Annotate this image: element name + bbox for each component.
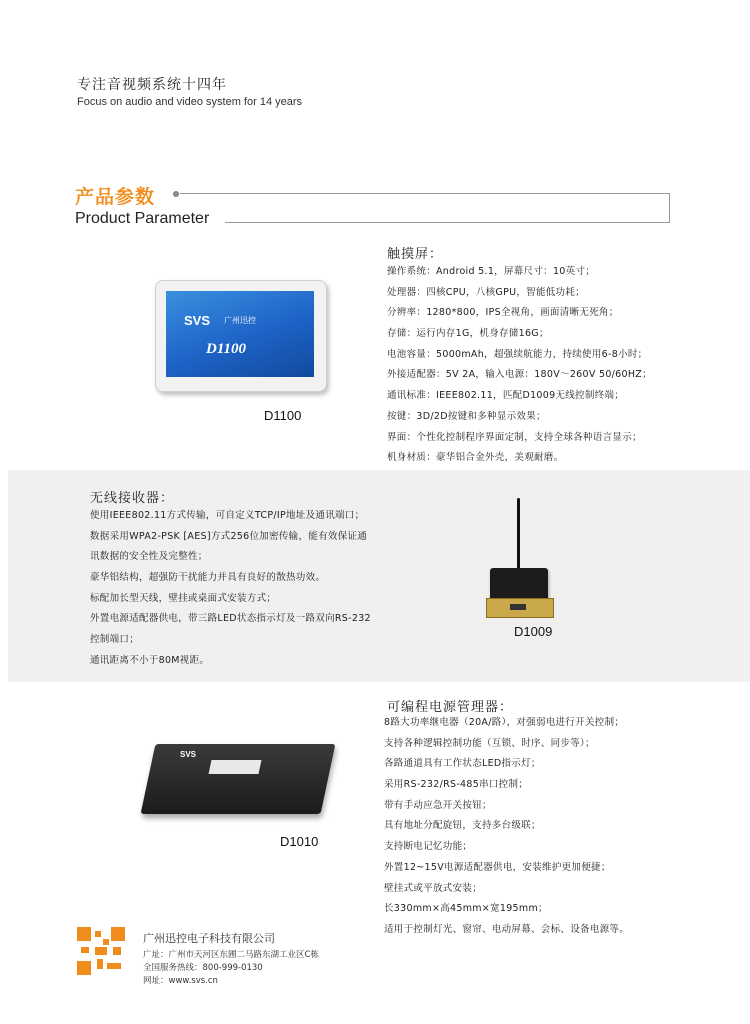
spec-item: 适用于控制灯光、窗帘、电动屏幕、会标、设备电源等。 (384, 923, 630, 935)
section-title-en: Product Parameter (75, 210, 210, 227)
spec-item: 带有手动应急开关按钮； (384, 799, 492, 811)
spec-item: 数据采用WPA2-PSK [AES]方式256位加密传输，能有效保证通 (90, 530, 368, 542)
section-divider-right (669, 193, 670, 223)
spec-item: 支持各种逻辑控制功能（互锁、时序、同步等）； (384, 737, 595, 749)
spec-item: 讯数据的安全性及完整性； (90, 551, 208, 563)
spec-item: 按键：3D/2D按键和多种显示效果； (387, 410, 546, 422)
antenna-icon (517, 498, 520, 570)
spec-item: 采用RS-232/RS-485串口控制； (384, 779, 529, 791)
spec-item: 标配加长型天线，壁挂或桌面式安装方式； (90, 592, 277, 604)
spec-item: 外置12~15V电源适配器供电，安装维护更加便捷； (384, 861, 611, 873)
spec-item: 使用IEEE802.11方式传输，可自定义TCP/IP地址及通讯端口； (90, 510, 365, 521)
spec-item: 外接适配器：5V 2A，输入电源：180V～260V 50/60HZ； (387, 369, 652, 381)
tagline-en: Focus on audio and video system for 14 years (77, 96, 303, 108)
receiver-port (510, 604, 526, 610)
spec-item: 通讯距离不小于80M视距。 (90, 654, 210, 666)
section-dot (173, 191, 179, 197)
spec-item: 界面：个性化控制程序界面定制，支持全球各种语言显示； (387, 431, 642, 443)
spec-item: 存储：运行内存1G，机身存储16G； (387, 328, 549, 340)
tablet-model-text: D1100 (206, 341, 247, 357)
spec-item: 电池容量：5000mAh，超强续航能力，持续使用6-8小时； (387, 348, 648, 360)
touchscreen-spec-list (387, 262, 652, 469)
service-hotline: 全国服务热线：800-999-0130 (143, 963, 263, 973)
spec-item: 外置电源适配器供电，带三路LED状态指示灯及一路双向RS-232 (90, 613, 371, 625)
power-manager-spec-list (384, 713, 629, 941)
company-name: 广州迅控电子科技有限公司 (143, 932, 275, 945)
company-address: 广址：广州市天河区东圃二马路东湖工业区C栋 (143, 950, 319, 960)
model-label-d1009: D1009 (514, 624, 553, 639)
company-website[interactable]: 网址：www.svs.cn (143, 976, 218, 986)
power-manager-logo: SVS (180, 750, 197, 759)
section-divider-bottom (225, 222, 670, 223)
spec-item: 各路通道具有工作状态LED指示灯； (384, 758, 541, 770)
spec-item: 豪华铝结构，超强防干扰能力并具有良好的散热功效。 (90, 572, 326, 584)
receiver-spec-list (90, 506, 371, 672)
spec-item: 8路大功率继电器（20A/路），对强弱电进行开关控制； (384, 717, 625, 728)
spec-item: 支持断电记忆功能； (384, 841, 473, 853)
section-divider (180, 193, 670, 194)
spec-item: 壁挂式或平放式安装； (384, 882, 483, 894)
tablet-screen (166, 291, 314, 377)
tablet-logo: SVS (184, 313, 211, 328)
spec-item: 控制端口； (90, 634, 140, 646)
model-label-d1100: D1100 (264, 408, 302, 423)
touchscreen-title: 触摸屏： (387, 247, 444, 262)
power-manager-panel (209, 760, 262, 774)
spec-item: 处理器：四核CPU，八核GPU，智能低功耗； (387, 286, 585, 298)
spec-item: 操作系统：Android 5.1，屏幕尺寸：10英寸； (387, 266, 596, 277)
qr-code-icon (77, 927, 125, 975)
spec-item: 通讯标准：IEEE802.11，匹配D1009无线控制终端； (387, 390, 625, 402)
section-title-cn: 产品参数 (75, 186, 156, 208)
model-label-d1010: D1010 (280, 834, 319, 849)
spec-item: 具有地址分配旋钮，支持多台级联； (384, 820, 541, 832)
tagline-cn: 专注音视频系统十四年 (77, 77, 227, 93)
tablet-brand: 广州迅控 (224, 316, 256, 325)
power-manager-image (141, 744, 336, 814)
spec-item: 机身材质：豪华铝合金外壳，美观耐磨。 (387, 452, 564, 464)
spec-item: 分辨率：1280*800，IPS全视角，画面清晰无死角； (387, 307, 619, 319)
spec-item: 长330mm×高45mm×宽195mm； (384, 903, 548, 915)
power-manager-title: 可编程电源管理器： (387, 700, 514, 715)
tablet-image (155, 280, 327, 392)
receiver-title: 无线接收器： (90, 491, 175, 506)
